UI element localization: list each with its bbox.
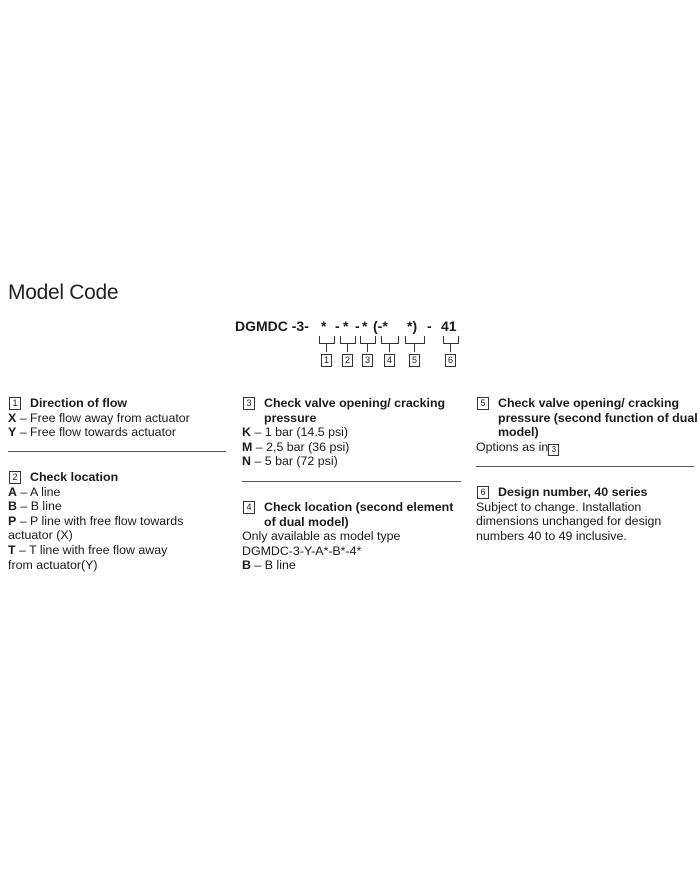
section-check-location-dual bbox=[242, 500, 467, 573]
option-key: B bbox=[242, 558, 251, 573]
page-title: Model Code bbox=[8, 281, 119, 304]
option-text: – P line with free flow towards bbox=[16, 513, 184, 528]
list-item bbox=[8, 558, 228, 573]
option-text: from actuator(Y) bbox=[8, 557, 98, 572]
section-check-valve-opening-dual bbox=[476, 396, 698, 456]
option-text: actuator (X) bbox=[8, 528, 73, 543]
code-bracket-2 bbox=[340, 336, 356, 344]
section-heading bbox=[476, 485, 698, 500]
option-text: – B line bbox=[16, 499, 62, 514]
code-bracket-1 bbox=[319, 336, 335, 344]
option-key: K bbox=[242, 425, 251, 440]
option-key: Y bbox=[8, 425, 17, 440]
code-stem-4 bbox=[389, 343, 390, 352]
heading-text: Check location (second element bbox=[264, 500, 454, 514]
heading-text: pressure (second function of dual bbox=[498, 410, 698, 425]
model-code-wildcard-2: * bbox=[343, 318, 349, 334]
option-text: Options as in bbox=[476, 439, 549, 454]
option-text: – 5 bar (72 psi) bbox=[250, 454, 338, 469]
option-text: Only available as model type bbox=[242, 529, 401, 544]
code-stem-5 bbox=[414, 343, 415, 352]
option-key: A bbox=[8, 484, 17, 499]
heading-text: Check valve opening/ cracking bbox=[498, 396, 680, 410]
model-code-dash: - bbox=[335, 318, 340, 334]
code-bracket-5 bbox=[405, 336, 425, 344]
code-stem-6 bbox=[450, 343, 451, 352]
list-item bbox=[8, 528, 228, 543]
divider bbox=[8, 451, 226, 452]
list-item bbox=[8, 499, 228, 514]
list-item bbox=[8, 485, 228, 500]
section-heading bbox=[242, 500, 467, 529]
section-heading bbox=[242, 396, 467, 425]
code-stem-3 bbox=[367, 343, 368, 352]
code-box-1: 1 bbox=[321, 354, 332, 367]
model-code-prefix: DGMDC -3- bbox=[235, 318, 309, 334]
list-item bbox=[242, 529, 467, 544]
list-item bbox=[242, 544, 467, 559]
list-item bbox=[8, 425, 228, 440]
section-design-number bbox=[476, 485, 698, 543]
section-heading bbox=[8, 396, 228, 411]
model-code-wildcard-4: (-* bbox=[373, 318, 388, 334]
code-box-2: 2 bbox=[342, 354, 353, 367]
section-check-valve-opening bbox=[242, 396, 467, 469]
heading-text: of dual model) bbox=[264, 514, 349, 529]
option-key: N bbox=[242, 454, 251, 469]
divider bbox=[242, 481, 461, 482]
section-heading bbox=[8, 470, 228, 485]
list-item bbox=[8, 411, 228, 426]
option-key: T bbox=[8, 542, 16, 557]
option-key: B bbox=[8, 499, 17, 514]
list-item bbox=[8, 543, 228, 558]
option-text: – A line bbox=[16, 484, 61, 499]
option-text: – T line with free flow away bbox=[15, 542, 168, 557]
list-item bbox=[242, 425, 467, 440]
option-text: – Free flow away from actuator bbox=[16, 410, 190, 425]
section-number-box: 1 bbox=[9, 397, 21, 410]
option-text: DGMDC-3-Y-A*-B*-4* bbox=[242, 543, 362, 558]
code-bracket-3 bbox=[360, 336, 376, 344]
heading-text: Direction of flow bbox=[30, 396, 128, 410]
heading-text: pressure bbox=[264, 410, 317, 425]
list-item bbox=[8, 514, 228, 529]
code-box-5: 5 bbox=[409, 354, 420, 367]
divider bbox=[476, 466, 694, 467]
code-box-3: 3 bbox=[362, 354, 373, 367]
option-text: – B line bbox=[250, 558, 296, 573]
list-item bbox=[242, 558, 467, 573]
code-bracket-4 bbox=[381, 336, 399, 344]
option-key: P bbox=[8, 513, 17, 528]
code-box-4: 4 bbox=[384, 354, 395, 367]
section-check-location bbox=[8, 470, 228, 572]
list-item bbox=[242, 454, 467, 469]
section-heading bbox=[476, 396, 698, 440]
section-number-box: 2 bbox=[9, 471, 21, 484]
model-code-dash: - bbox=[355, 318, 360, 334]
list-item: dimensions unchanged for design bbox=[476, 514, 662, 529]
section-direction-of-flow bbox=[8, 396, 228, 440]
model-code-dash: - bbox=[427, 318, 432, 334]
code-stem-1 bbox=[326, 343, 327, 352]
option-key: M bbox=[242, 439, 253, 454]
code-box-6: 6 bbox=[445, 354, 456, 367]
option-key: X bbox=[8, 410, 17, 425]
section-number-box: 4 bbox=[243, 501, 255, 514]
model-code-design: 41 bbox=[441, 318, 457, 334]
reference-box: 3 bbox=[548, 444, 559, 456]
list-item bbox=[242, 440, 467, 455]
section-number-box: 5 bbox=[477, 397, 489, 410]
list-item: Subject to change. Installation bbox=[476, 499, 642, 514]
heading-text: Design number, 40 series bbox=[498, 485, 648, 499]
list-item bbox=[476, 440, 698, 456]
code-bracket-6 bbox=[443, 336, 459, 344]
option-text: – 1 bar (14.5 psi) bbox=[250, 425, 349, 440]
option-text: – 2,5 bar (36 psi) bbox=[252, 439, 350, 454]
code-stem-2 bbox=[347, 343, 348, 352]
section-number-box: 6 bbox=[477, 486, 489, 499]
list-item: numbers 40 to 49 inclusive. bbox=[476, 528, 627, 543]
section-number-box: 3 bbox=[243, 397, 255, 410]
option-text: – Free flow towards actuator bbox=[16, 425, 177, 440]
heading-text: model) bbox=[498, 425, 539, 440]
model-code-wildcard-1: * bbox=[321, 318, 327, 334]
heading-text: Check valve opening/ cracking bbox=[264, 396, 446, 410]
model-code-wildcard-3: * bbox=[362, 318, 368, 334]
heading-text: Check location bbox=[30, 470, 119, 484]
model-code-wildcard-5: *) bbox=[407, 318, 418, 334]
